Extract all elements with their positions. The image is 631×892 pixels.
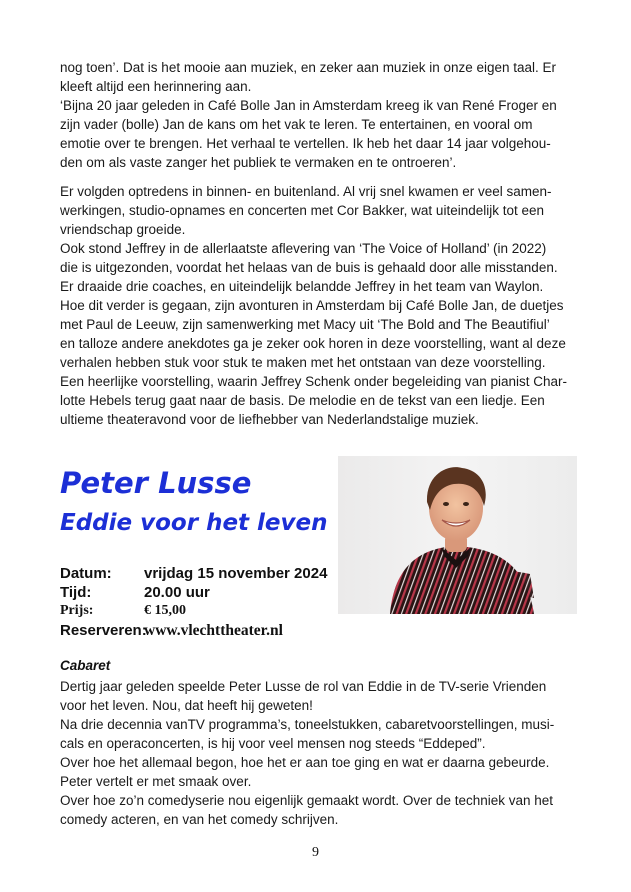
text-line: zijn vader (bolle) Jan de kans om het vak te leren. Te entertainen, en vooral om <box>60 117 533 132</box>
date-value: vrijdag 15 november 2024 <box>144 565 328 582</box>
text-line: ultieme theateravond voor de liefhebber van Nederlandstalige muziek. <box>60 412 479 427</box>
text-line: Dertig jaar geleden speelde Peter Lusse de rol van Eddie in de TV-serie Vrienden <box>60 679 547 694</box>
text-line: Ook stond Jeffrey in de allerlaatste aflevering van ‘The Voice of Holland’ (in 2022) <box>60 241 547 256</box>
text-line: die is uitgezonden, voordat het helaas van de buis is gehaald door alle misstanden. <box>60 260 558 275</box>
reserve-label: Reserveren: <box>60 622 147 639</box>
text-line: Er volgden optredens in binnen- en buitenland. Al vrij snel kwamen er veel samen- <box>60 184 552 199</box>
performer-portrait-icon <box>338 456 577 614</box>
text-line: comedy acteren, en van het comedy schrijven. <box>60 812 339 827</box>
text-line: Hoe dit verder is gegaan, zijn avonturen in Amsterdam bij Café Bolle Jan, de duetjes <box>60 298 564 313</box>
description-paragraph <box>60 677 580 829</box>
text-line: lotte Hebels terug gaat naar de basis. De melodie en de tekst van een liedje. Een <box>60 393 545 408</box>
intro-paragraph <box>60 58 580 172</box>
text-line: ‘Bijna 20 jaar geleden in Café Bolle Jan in Amsterdam kreeg ik van René Froger en <box>60 98 557 113</box>
genre-label: Cabaret <box>60 658 111 673</box>
text-line: emotie over te brengen. Het verhaal te vertellen. Ik heb het daar 14 jaar volgehou- <box>60 136 551 151</box>
text-line: werkingen, studio-opnames en concerten met Cor Bakker, wat uiteindelijk tot een <box>60 203 545 218</box>
text-line: Er draaide drie coaches, en uiteindelijk belandde Jeffrey in het team van Waylon. <box>60 279 544 294</box>
text-line: den om als vaste zanger het publiek te vermaken en te ontroeren’. <box>60 155 457 170</box>
text-line: verhalen hebben stuk voor stuk te maken met het ontstaan van deze voorstelling. <box>60 355 546 370</box>
show-title: Eddie voor het leven <box>60 510 328 536</box>
text-line: nog toen’. Dat is het mooie aan muziek, en zeker aan muziek in onze eigen taal. Er <box>60 60 557 75</box>
text-line: cals en operaconcerten, is hij voor veel mensen nog steeds “Eddeped”. <box>60 736 486 751</box>
text-line: Een heerlijke voorstelling, waarin Jeffrey Schenk onder begeleiding van pianist Char- <box>60 374 568 389</box>
text-line: Na drie decennia vanTV programma’s, toneelstukken, cabaretvoorstellingen, musi- <box>60 717 555 732</box>
page-number: 9 <box>312 845 319 860</box>
text-line: kleeft altijd een herinnering aan. <box>60 79 252 94</box>
time-label: Tijd: <box>60 584 92 601</box>
date-label: Datum: <box>60 565 112 582</box>
text-line: voor het leven. Nou, dat heeft hij geweten! <box>60 698 313 713</box>
performer-name: Peter Lusse <box>60 466 252 500</box>
text-line: Peter vertelt er met smaak over. <box>60 774 252 789</box>
price-label: Prijs: <box>60 603 94 618</box>
reserve-link[interactable]: www.vlechttheater.nl <box>144 622 283 639</box>
time-value: 20.00 uur <box>144 584 210 601</box>
text-line: en talloze andere anekdotes ga je zeker ook horen in deze voorstelling, want al deze <box>60 336 566 351</box>
main-paragraph <box>60 182 580 429</box>
text-line: Over hoe zo’n comedyserie nou eigenlijk gemaakt wordt. Over de techniek van het <box>60 793 554 808</box>
price-value: € 15,00 <box>144 603 186 618</box>
text-line: Over hoe het allemaal begon, hoe het er aan toe ging en wat er daarna gebeurde. <box>60 755 550 770</box>
text-line: met Paul de Leeuw, zijn samenwerking met Macy uit ‘The Bold and The Beautifiul’ <box>60 317 550 332</box>
text-line: vriendschap groeide. <box>60 222 186 237</box>
